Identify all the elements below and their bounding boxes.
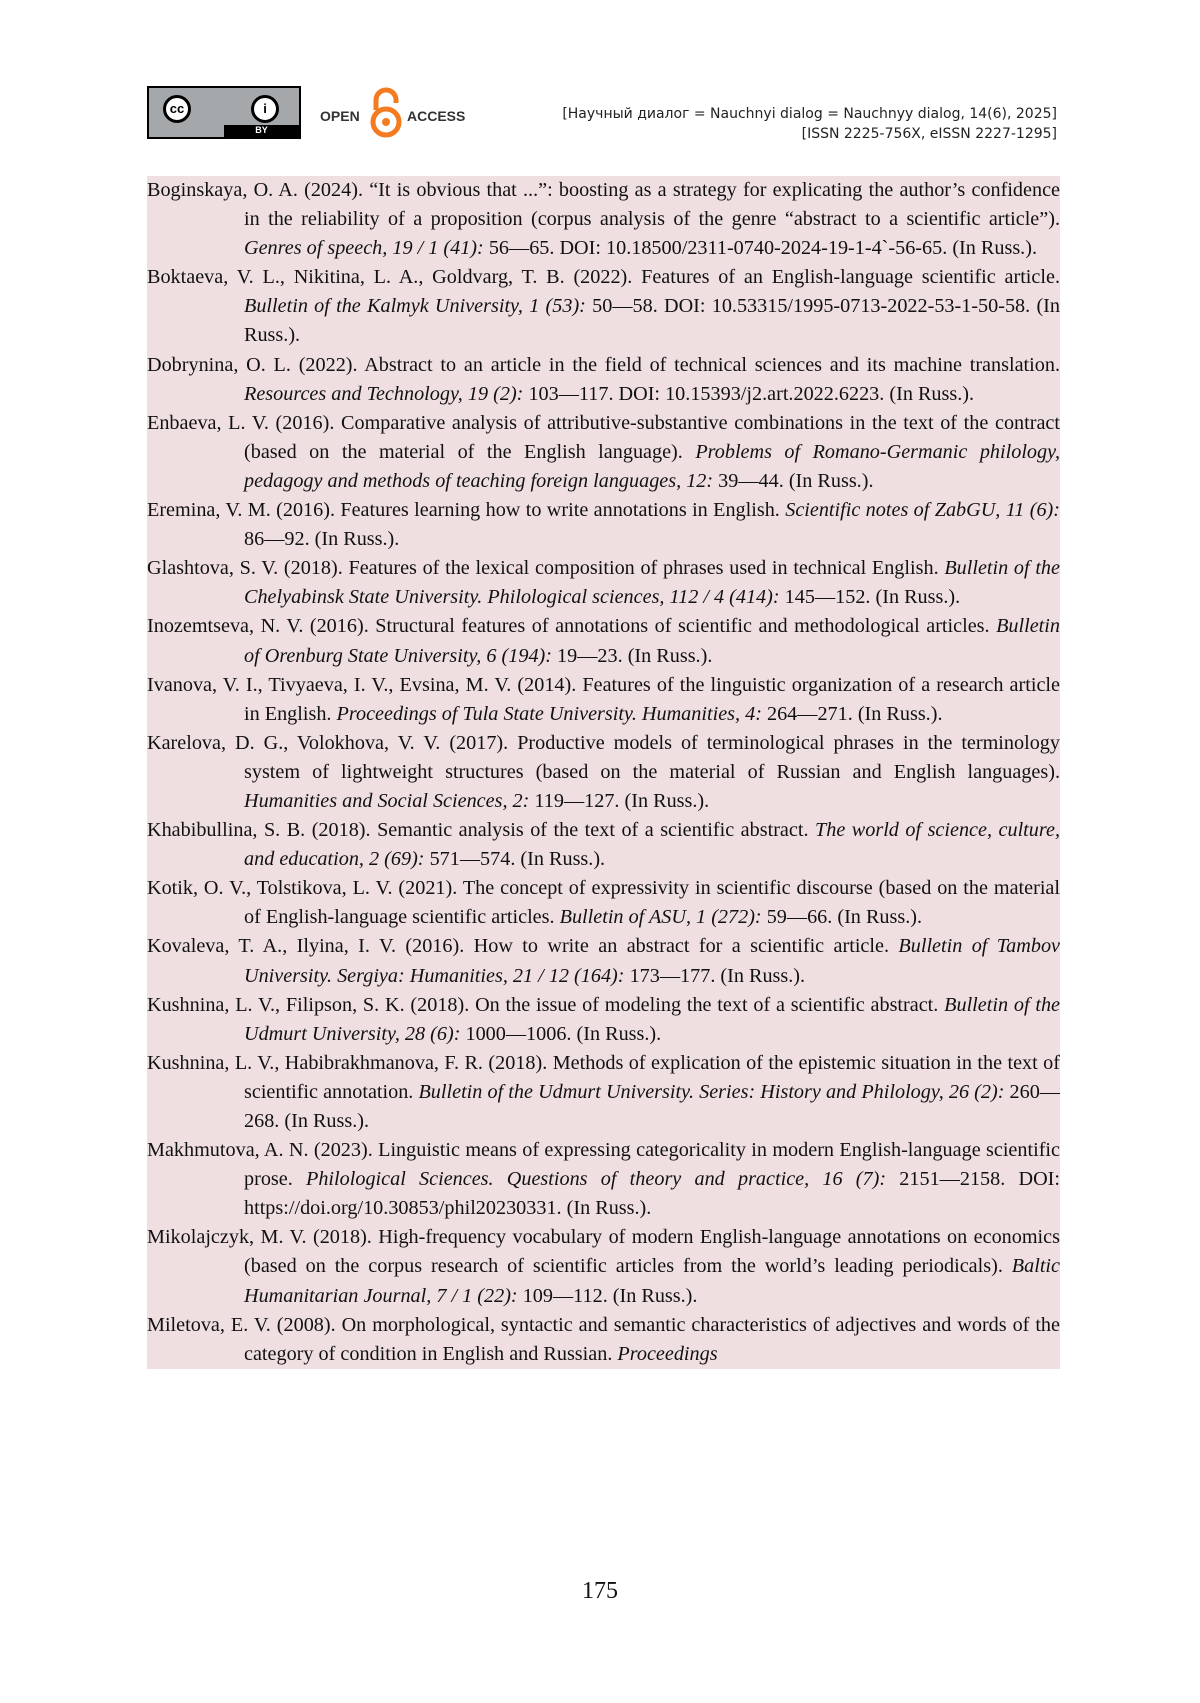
reference-entry — [147, 1049, 1060, 1136]
reference-pages: 264—271. (In Russ.). — [761, 702, 943, 725]
reference-journal: Proceedings — [617, 1342, 718, 1365]
reference-journal: Bulletin of the Kalmyk University, 1 (53): — [244, 295, 586, 318]
reference-journal: Humanities and Social Sciences, 2: — [244, 789, 530, 812]
reference-journal: Bulletin of the Chelyabinsk State University. Philological sciences, 112 / 4 (414): — [244, 557, 1060, 609]
reference-text: Boktaeva, V. L., Nikitina, L. A., Goldvarg, T. B. (2022). Features of an English-language scientific article. — [147, 266, 1060, 289]
reference-entry — [147, 874, 1060, 932]
reference-journal: Scientific notes of ZabGU, 11 (6): — [785, 499, 1060, 522]
reference-text: Glashtova, S. V. (2018). Features of the lexical composition of phrases used in technical English. — [147, 557, 945, 580]
journal-info — [562, 104, 1057, 144]
reference-text: Karelova, D. G., Volokhova, V. V. (2017). Productive models of terminological phrases in the terminology system of lightweight structures (based on the material of Russian and English languages). — [147, 731, 1060, 783]
reference-journal: Philological Sciences. Questions of theory and practice, 16 (7): — [306, 1168, 887, 1191]
reference-entry — [147, 816, 1060, 874]
reference-journal: Problems of Romano-Germanic philology, pedagogy and methods of teaching foreign languages, 12: — [244, 440, 1061, 492]
reference-pages: 1000—1006. (In Russ.). — [460, 1022, 662, 1045]
reference-pages: 50—58. DOI: 10.53315/1995-0713-2022-53-1-50-58. (In Russ.). — [244, 295, 1060, 347]
reference-text: Kushnina, L. V., Filipson, S. K. (2018). On the issue of modeling the text of a scientific abstract. — [147, 993, 945, 1016]
open-access-access-text: ACCESS — [407, 108, 466, 124]
journal-issn: [ISSN 2225-756X, eISSN 2227-1295] — [801, 126, 1057, 142]
reference-entry — [147, 351, 1060, 409]
reference-journal: Baltic Humanitarian Journal, 7 / 1 (22): — [244, 1255, 1060, 1307]
reference-text: Mikolajczyk, M. V. (2018). High-frequency vocabulary of modern English-language annotations on economics (based on the corpus research of scientific articles from the world’s leading periodicals). — [147, 1226, 1060, 1278]
reference-pages: 571—574. (In Russ.). — [424, 848, 606, 871]
reference-entry — [147, 1223, 1060, 1310]
reference-pages: 145—152. (In Russ.). — [779, 586, 961, 609]
reference-text: Dobrynina, O. L. (2022). Abstract to an article in the field of technical sciences and its machine translation. — [147, 353, 1060, 376]
reference-journal: Bulletin of the Udmurt University, 28 (6): — [244, 993, 1061, 1045]
reference-journal: Resources and Technology, 19 (2): — [244, 382, 524, 405]
reference-journal: Bulletin of ASU, 1 (272): — [559, 906, 762, 929]
reference-pages: 119—127. (In Russ.). — [529, 789, 710, 812]
creative-commons-icon: cc — [163, 95, 191, 123]
reference-journal: Bulletin of Tambov University. Sergiya: Humanities, 21 / 12 (164): — [244, 935, 1061, 987]
reference-pages: 173—177. (In Russ.). — [624, 964, 806, 987]
reference-journal: Genres of speech, 19 / 1 (41): — [244, 237, 484, 260]
reference-pages: 109—112. (In Russ.). — [517, 1284, 698, 1307]
reference-text: Ivanova, V. I., Tivyaeva, I. V., Evsina, M. V. (2014). Features of the linguistic organization of a research article in English. — [147, 673, 1060, 725]
reference-entry — [147, 496, 1060, 554]
by-label: BY — [255, 125, 268, 135]
page-header — [147, 86, 1057, 142]
reference-entry — [147, 991, 1060, 1049]
reference-pages: 2151—2158. DOI: https://doi.org/10.30853/phil20230331. (In Russ.). — [244, 1168, 1060, 1220]
reference-pages: 260—268. (In Russ.). — [244, 1080, 1060, 1132]
reference-text: Kotik, O. V., Tolstikova, L. V. (2021). The concept of expressivity in scientific discourse (based on the material of English-language scientific articles. — [147, 877, 1060, 929]
reference-entry — [147, 176, 1060, 263]
reference-list — [147, 176, 1060, 1369]
reference-entry — [147, 612, 1060, 670]
reference-pages: 86—92. (In Russ.). — [244, 528, 400, 551]
reference-journal: The world of science, culture, and education, 2 (69): — [244, 819, 1060, 871]
cc-by-license-badge[interactable] — [147, 86, 301, 139]
reference-entry — [147, 932, 1060, 990]
open-access-logo — [320, 86, 470, 139]
reference-journal: Proceedings of Tula State University. Humanities, 4: — [336, 702, 762, 725]
reference-journal: Bulletin of Orenburg State University, 6 (194): — [244, 615, 1060, 667]
reference-text: Kushnina, L. V., Habibrakhmanova, F. R. (2018). Methods of explication of the epistemic situation in the text of scientific annotation. — [147, 1051, 1060, 1103]
reference-pages: 39—44. (In Russ.). — [713, 469, 874, 492]
reference-entry — [147, 671, 1060, 729]
open-lock-icon — [368, 86, 404, 139]
open-access-open-text: OPEN — [320, 108, 360, 124]
journal-citation: [Научный диалог = Nauchnyi dialog = Nauchnyy dialog, 14(6), 2025] — [562, 106, 1057, 122]
reference-entry — [147, 729, 1060, 816]
page-number: 175 — [582, 1578, 618, 1604]
reference-text: Miletova, E. V. (2008). On morphological, syntactic and semantic characteristics of adjectives and words of the category of condition in English and Russian. — [147, 1313, 1060, 1365]
reference-text: Eremina, V. M. (2016). Features learning how to write annotations in English. — [147, 499, 786, 522]
reference-entry — [147, 409, 1060, 496]
reference-journal: Bulletin of the Udmurt University. Series: History and Philology, 26 (2): — [418, 1080, 1005, 1103]
reference-pages: 59—66. (In Russ.). — [761, 906, 923, 929]
reference-pages: 56—65. DOI: 10.18500/2311-0740-2024-19-1-4`-56-65. (In Russ.). — [483, 237, 1037, 260]
reference-entry — [147, 1311, 1060, 1369]
reference-entry — [147, 263, 1060, 350]
reference-entry — [147, 1136, 1060, 1223]
reference-text: Inozemtseva, N. V. (2016). Structural features of annotations of scientific and methodological articles. — [147, 615, 997, 638]
reference-text: Makhmutova, A. N. (2023). Linguistic means of expressing categoricality in modern English-language scientific prose. — [147, 1139, 1060, 1191]
reference-text: Khabibullina, S. B. (2018). Semantic analysis of the text of a scientific abstract. — [147, 819, 815, 842]
attribution-person-icon: i — [251, 95, 279, 123]
reference-text: Boginskaya, O. A. (2024). “It is obvious that ...”: boosting as a strategy for explicating the author’s confidence in the reliability of a proposition (corpus analysis of the genre “abstract to a scientific article”). — [147, 179, 1060, 231]
reference-pages: 19—23. (In Russ.). — [552, 644, 713, 667]
reference-text: Kovaleva, T. A., Ilyina, I. V. (2016). How to write an abstract for a scientific article. — [147, 935, 899, 958]
reference-text: Enbaeva, L. V. (2016). Comparative analysis of attributive-substantive combinations in the text of the contract (based on the material of the English language). — [147, 411, 1060, 463]
reference-pages: 103—117. DOI: 10.15393/j2.art.2022.6223. (In Russ.). — [523, 382, 975, 405]
reference-entry — [147, 554, 1060, 612]
